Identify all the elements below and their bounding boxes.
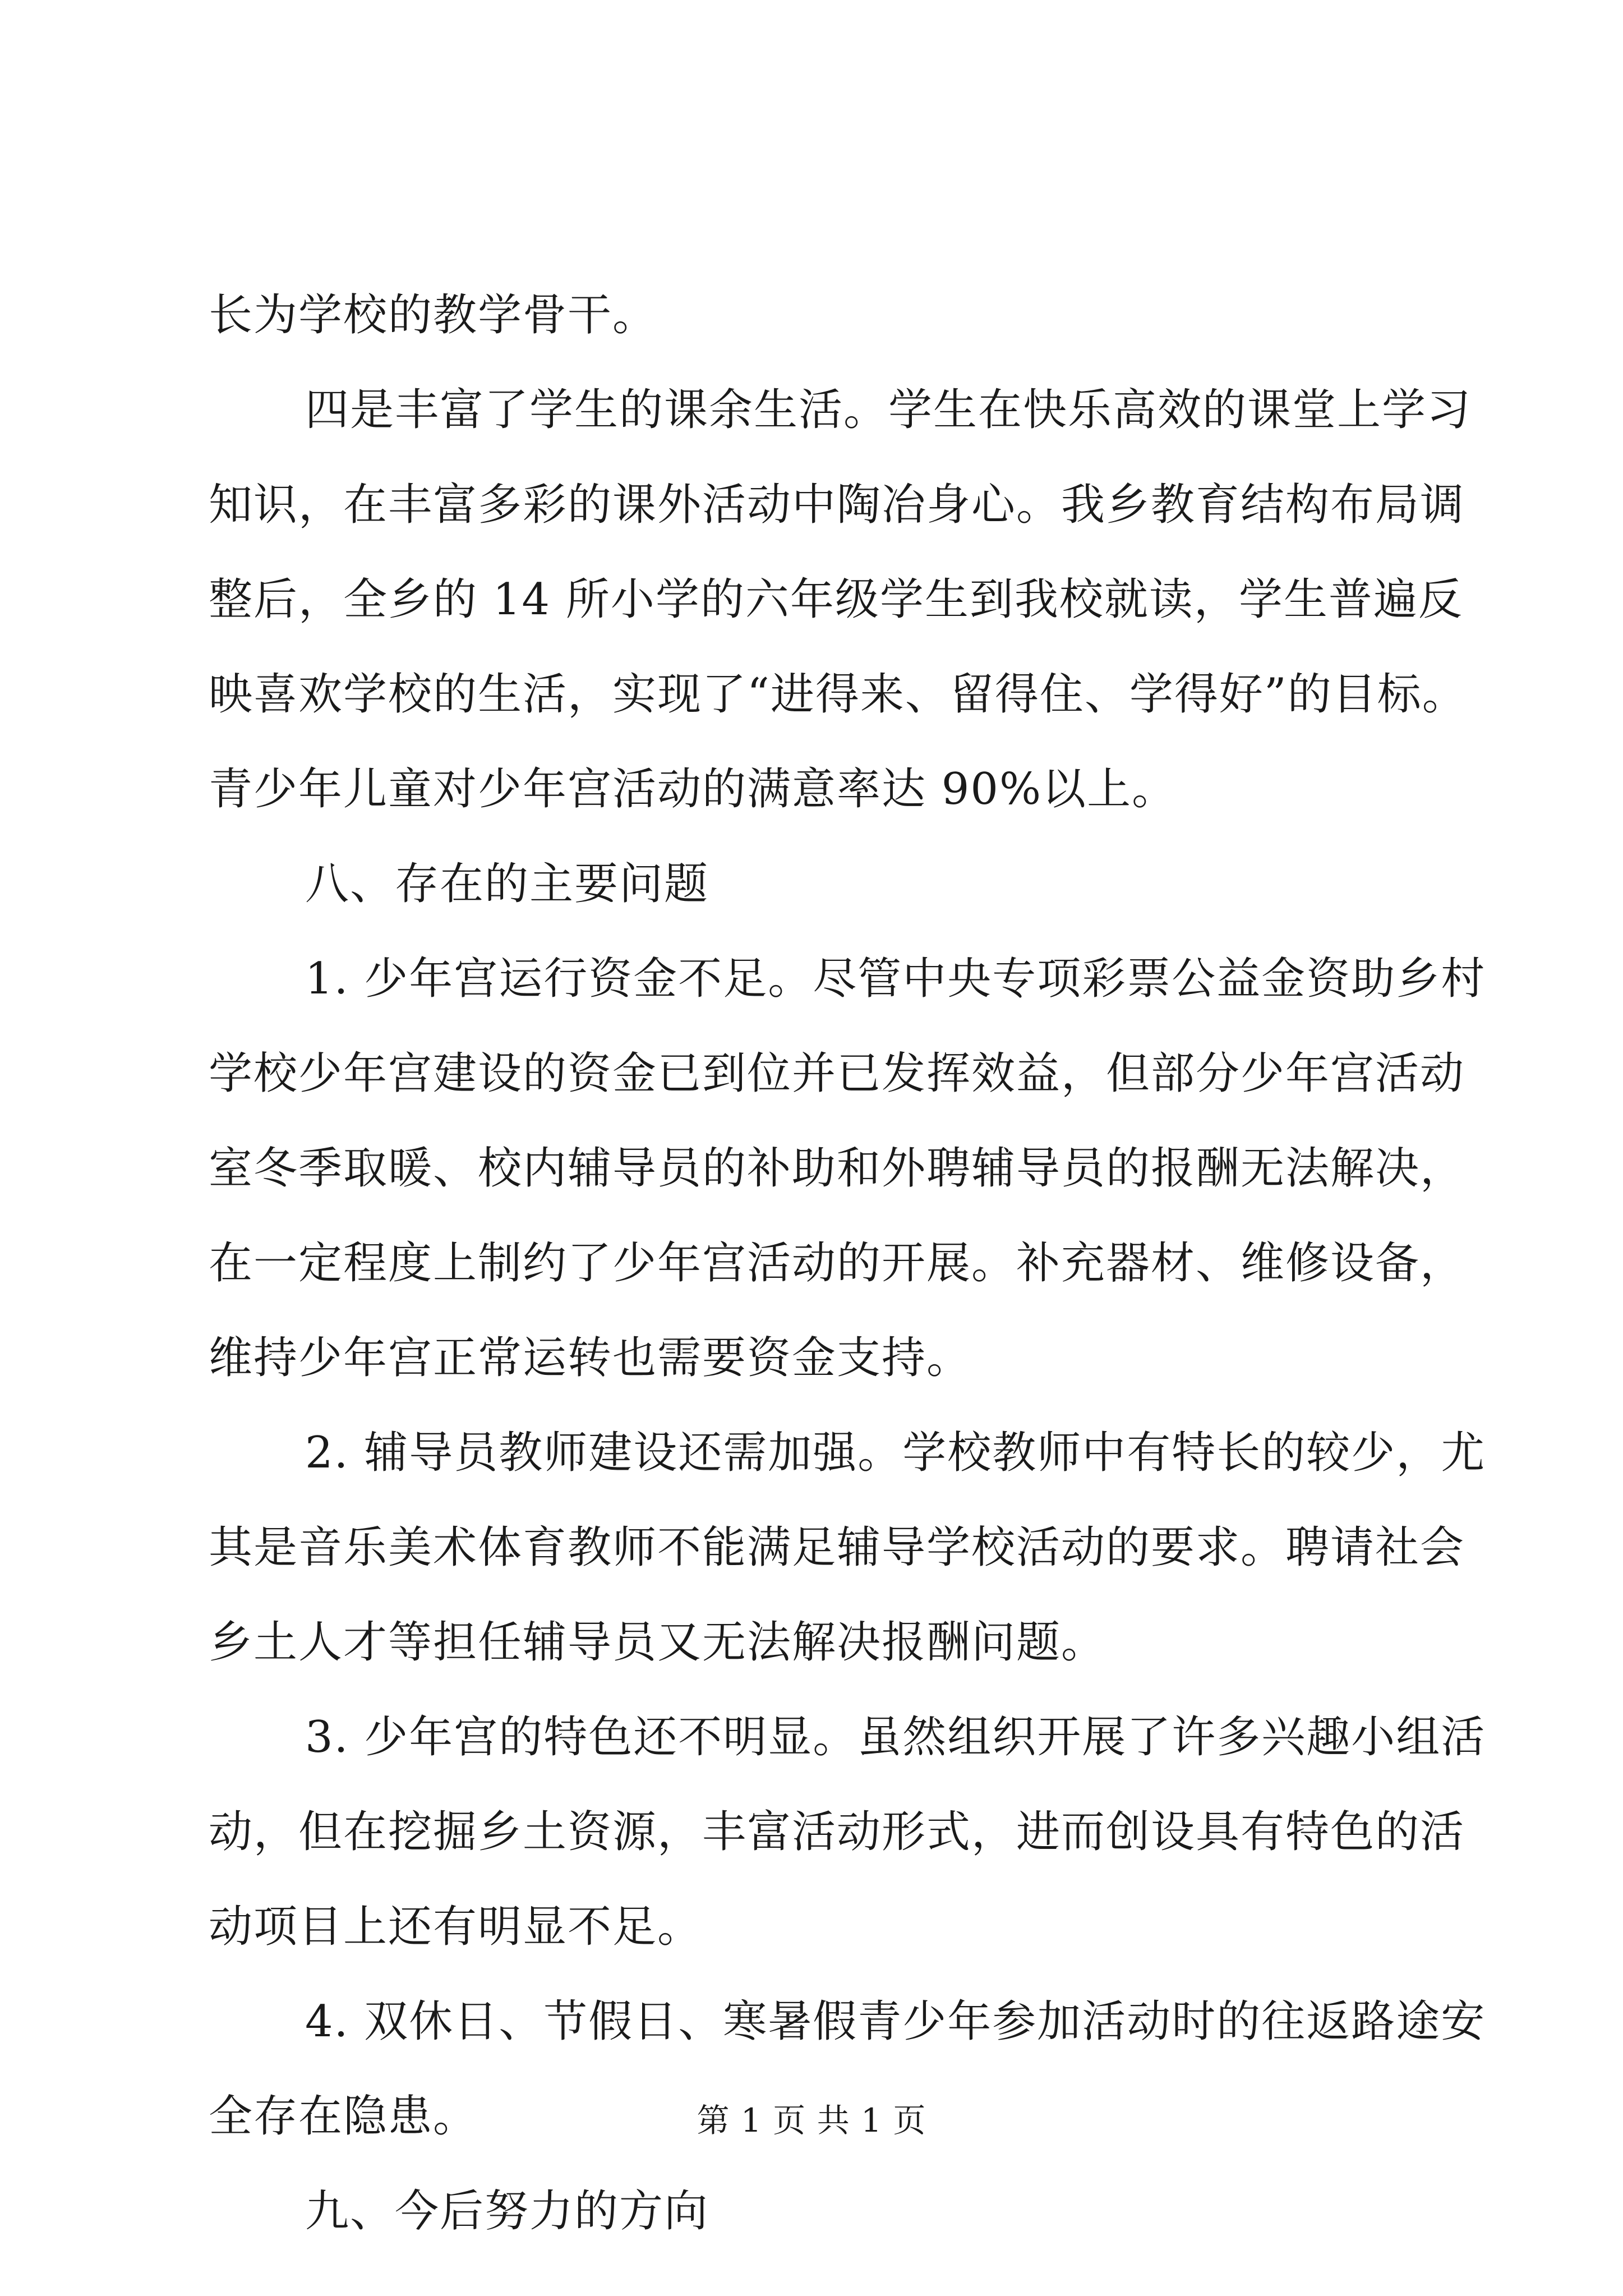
- text-line: 动，但在挖掘乡土资源，丰富活动形式，进而创设具有特色的活: [209, 1807, 1465, 1857]
- document-body: [209, 268, 1486, 2259]
- text-line: 长为学校的教学骨干。: [209, 290, 658, 341]
- section-heading: 九、今后努力的方向: [305, 2186, 709, 2237]
- text-line: 室冬季取暖、校内辅导员的补助和外聘辅导员的报酬无法解决，: [209, 1143, 1465, 1194]
- text-line: 动项目上还有明显不足。: [209, 1902, 703, 1952]
- text-line: 四是丰富了学生的课余生活。学生在快乐高效的课堂上学习: [305, 385, 1472, 435]
- text-line: 在一定程度上制约了少年宫活动的开展。补充器材、维修设备，: [209, 1238, 1465, 1289]
- text-line: 2. 辅导员教师建设还需加强。学校教师中有特长的较少，尤: [305, 1428, 1486, 1478]
- text-line: 4. 双休日、节假日、寒暑假青少年参加活动时的往返路途安: [305, 1996, 1486, 2047]
- text-line: 整后，全乡的 14 所小学的六年级学生到我校就读，学生普遍反: [209, 574, 1463, 625]
- text-line: 学校少年宫建设的资金已到位并已发挥效益，但部分少年宫活动: [209, 1048, 1465, 1099]
- text-line: 3. 少年宫的特色还不明显。虽然组织开展了许多兴趣小组活: [305, 1712, 1486, 1763]
- text-line: 知识，在丰富多彩的课外活动中陶冶身心。我乡教育结构布局调: [209, 480, 1465, 530]
- text-line: 全存在隐患。: [209, 2091, 478, 2142]
- text-line: 维持少年宫正常运转也需要资金支持。: [209, 1333, 972, 1383]
- text-line: 青少年儿童对少年宫活动的满意率达 90%以上。: [209, 764, 1177, 815]
- section-heading: 八、存在的主要问题: [305, 859, 709, 909]
- text-line: 映喜欢学校的生活，实现了“进得来、留得住、学得好”的目标。: [209, 669, 1467, 720]
- text-line: 乡土人才等担任辅导员又无法解决报酬问题。: [209, 1617, 1106, 1668]
- text-line: 1. 少年宫运行资金不足。尽管中央专项彩票公益金资助乡村: [305, 954, 1486, 1004]
- text-line: 其是音乐美术体育教师不能满足辅导学校活动的要求。聘请社会: [209, 1522, 1465, 1573]
- page-footer: 第 1 页 共 1 页: [697, 2101, 926, 2139]
